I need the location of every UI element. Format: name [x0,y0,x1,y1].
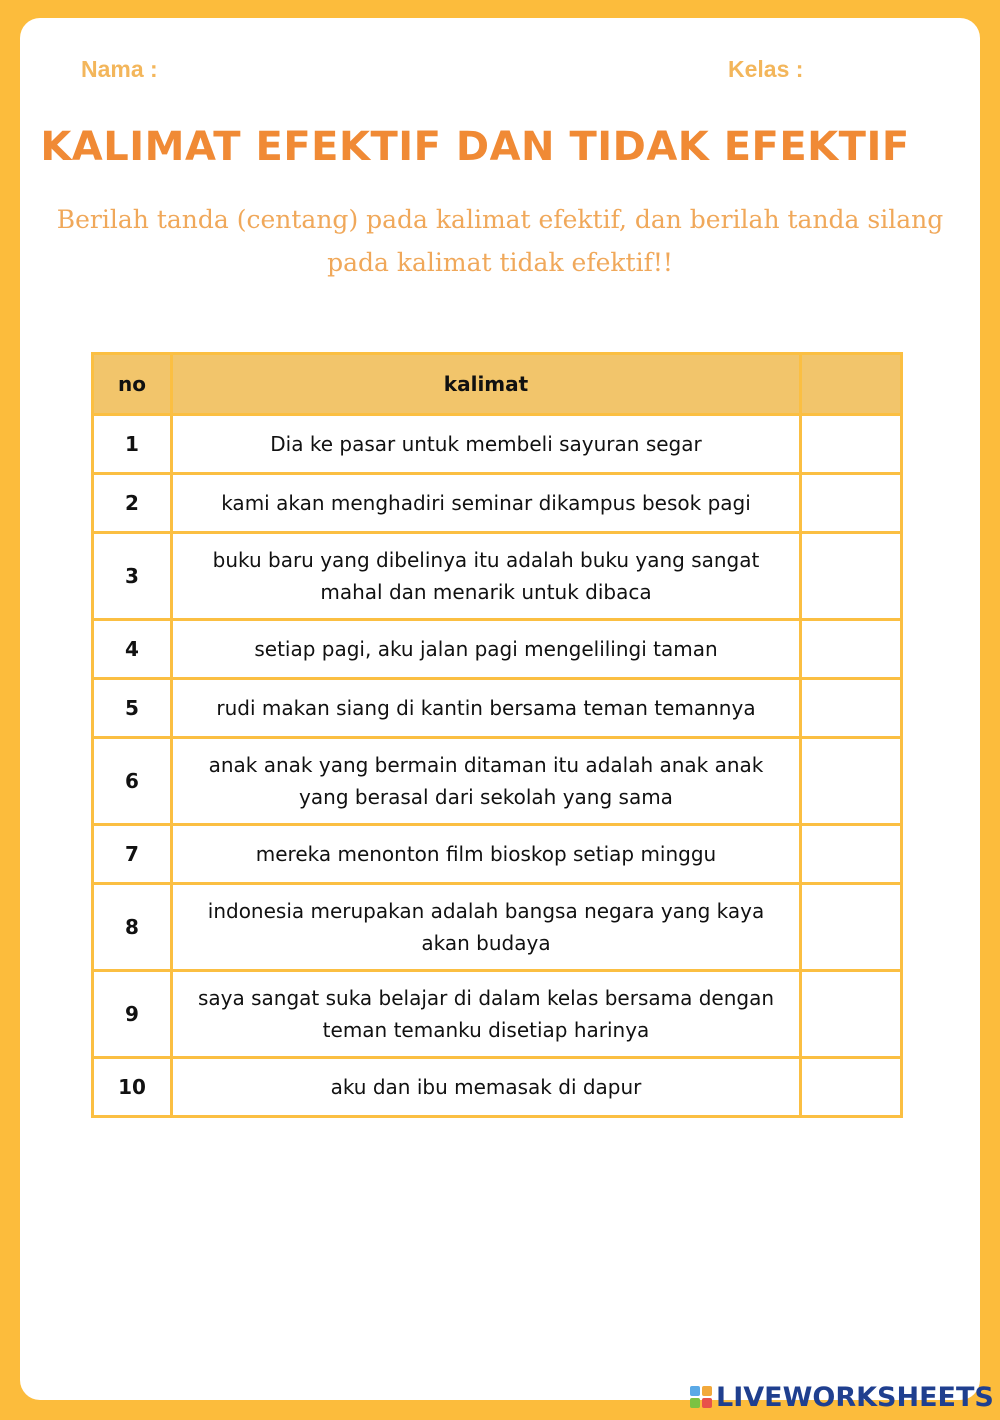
table-header-row [93,354,902,415]
row-number: 7 [93,825,172,884]
header-no: no [93,354,172,415]
instruction-text: Berilah tanda (centang) pada kalimat efektif, dan berilah tanda silang pada kalimat tidak efektif!! [56,205,944,277]
row-number: 1 [93,415,172,474]
logo-text: LIVEWORKSHEETS [716,1381,994,1413]
table-row [93,884,902,971]
table-row [93,1058,902,1117]
liveworksheets-logo[interactable] [690,1380,994,1414]
row-sentence: buku baru yang dibelinya itu adalah buku yang sangat mahal dan menarik untuk dibaca [172,533,801,620]
nama-label: Nama : [81,56,158,82]
row-sentence: rudi makan siang di kantin bersama teman temannya [172,679,801,738]
answer-cell[interactable] [801,474,902,533]
answer-cell[interactable] [801,415,902,474]
row-number: 5 [93,679,172,738]
answer-cell[interactable] [801,884,902,971]
row-sentence: setiap pagi, aku jalan pagi mengelilingi taman [172,620,801,679]
answer-cell[interactable] [801,738,902,825]
answer-cell[interactable] [801,679,902,738]
worksheet-title: KALIMAT EFEKTIF DAN TIDAK EFEKTIF [40,124,910,170]
row-sentence: anak anak yang bermain ditaman itu adalah anak anak yang berasal dari sekolah yang sama [172,738,801,825]
row-sentence: kami akan menghadiri seminar dikampus besok pagi [172,474,801,533]
row-number: 9 [93,971,172,1058]
row-number: 8 [93,884,172,971]
answer-cell[interactable] [801,825,902,884]
table-row [93,679,902,738]
row-sentence: indonesia merupakan adalah bangsa negara yang kaya akan budaya [172,884,801,971]
row-number: 4 [93,620,172,679]
header-answer [801,354,902,415]
answer-cell[interactable] [801,1058,902,1117]
table-row [93,415,902,474]
answer-cell[interactable] [801,620,902,679]
row-sentence: Dia ke pasar untuk membeli sayuran segar [172,415,801,474]
sentence-table [91,352,903,1118]
kelas-label: Kelas : [728,56,804,82]
table-row [93,474,902,533]
table-row [93,738,902,825]
table-row [93,825,902,884]
table-row [93,620,902,679]
table-row [93,971,902,1058]
table-row [93,533,902,620]
row-sentence: saya sangat suka belajar di dalam kelas bersama dengan teman temanku disetiap harinya [172,971,801,1058]
header-kalimat: kalimat [172,354,801,415]
row-number: 6 [93,738,172,825]
liveworksheets-logo-icon [690,1386,712,1408]
row-number: 3 [93,533,172,620]
row-sentence: mereka menonton film bioskop setiap minggu [172,825,801,884]
row-number: 2 [93,474,172,533]
answer-cell[interactable] [801,971,902,1058]
row-number: 10 [93,1058,172,1117]
row-sentence: aku dan ibu memasak di dapur [172,1058,801,1117]
answer-cell[interactable] [801,533,902,620]
